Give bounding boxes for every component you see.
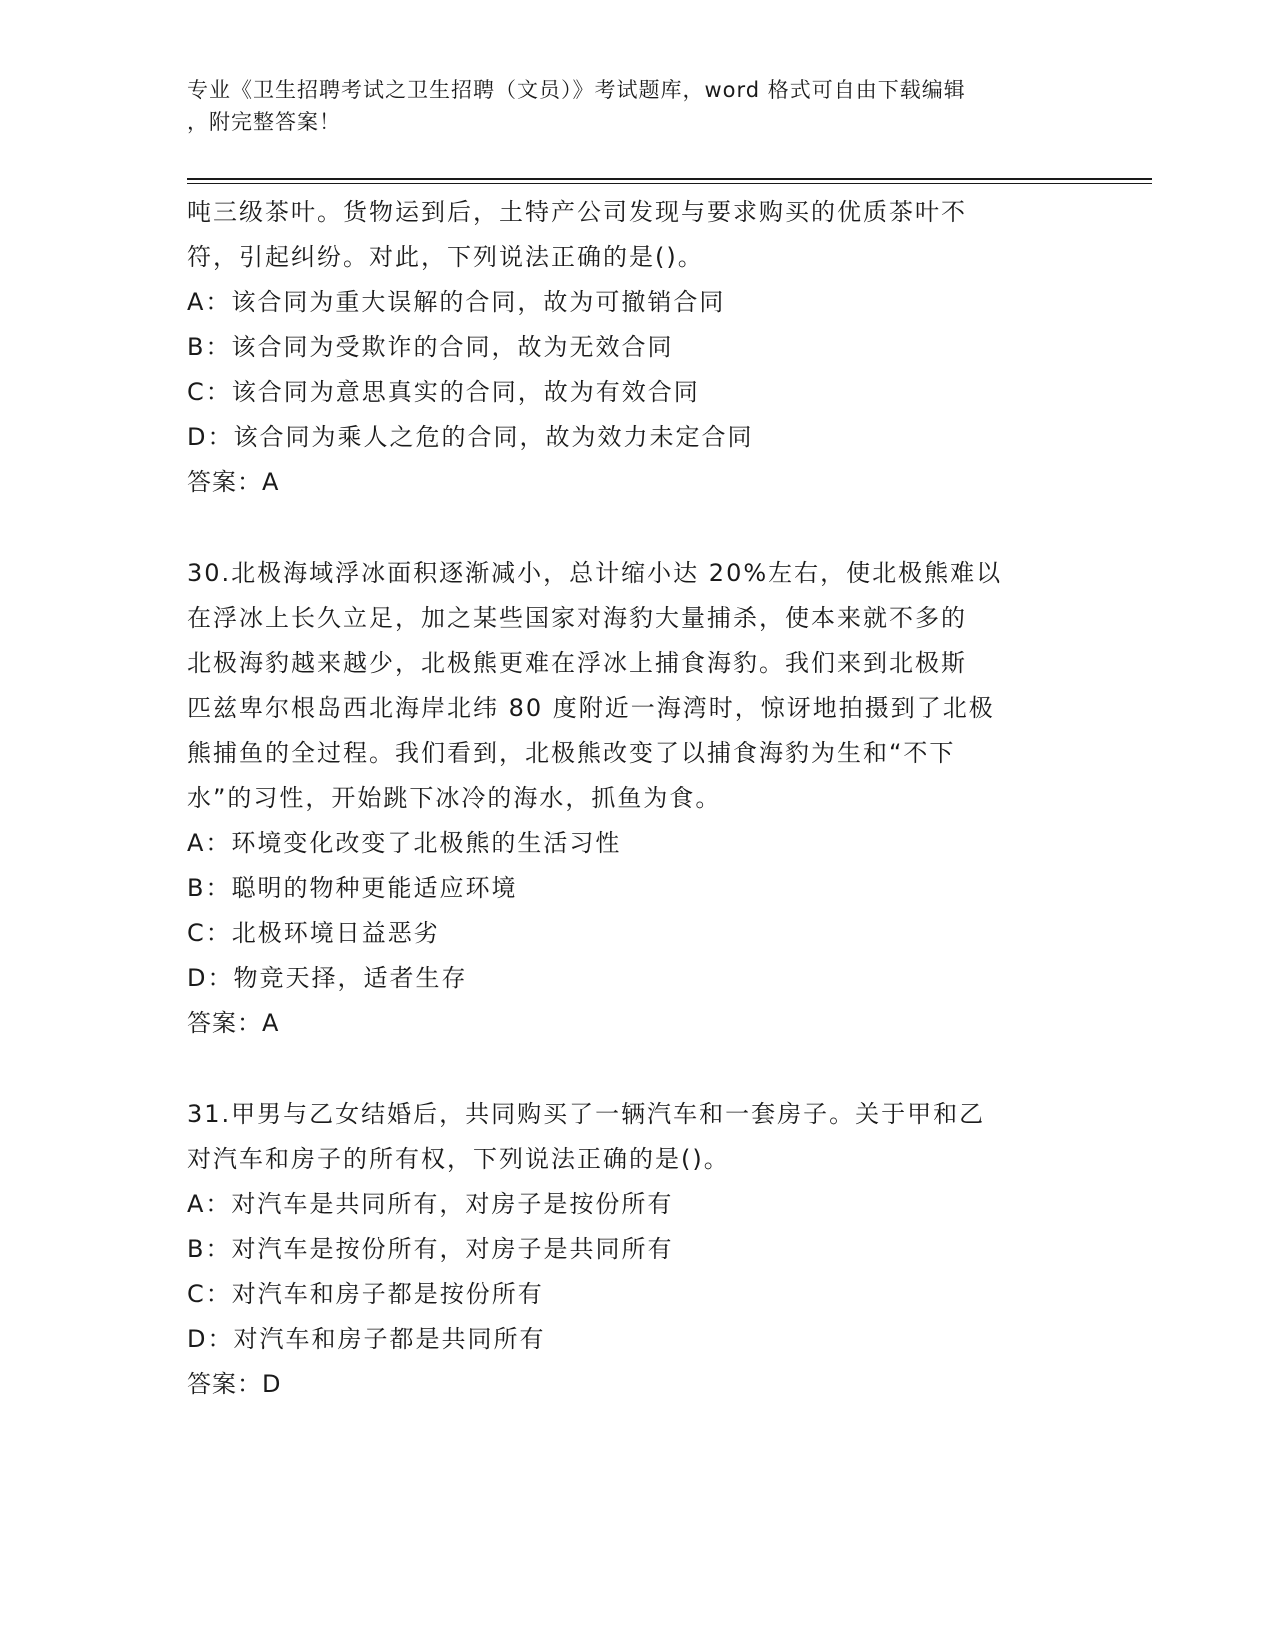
question-spacer bbox=[187, 1046, 1087, 1092]
option-d: D：该合同为乘人之危的合同，故为效力未定合同 bbox=[187, 423, 754, 451]
option-d: D：对汽车和房子都是共同所有 bbox=[187, 1325, 546, 1353]
header-divider-thick bbox=[187, 178, 1152, 180]
option-c: C：该合同为意思真实的合同，故为有效合同 bbox=[187, 378, 700, 406]
question-stem-line: 符，引起纠纷。对此，下列说法正确的是()。 bbox=[187, 243, 704, 271]
option-b: B：对汽车是按份所有，对房子是共同所有 bbox=[187, 1235, 674, 1263]
question-stem-line: 对汽车和房子的所有权，下列说法正确的是()。 bbox=[187, 1145, 730, 1173]
question-stem-line: 熊捕鱼的全过程。我们看到，北极熊改变了以捕食海豹为生和“不下 bbox=[187, 739, 956, 767]
question-29 bbox=[187, 190, 1087, 505]
option-c: C：对汽车和房子都是按份所有 bbox=[187, 1280, 544, 1308]
question-stem-line: 水”的习性，开始跳下冰冷的海水，抓鱼为食。 bbox=[187, 784, 722, 812]
header-line-2: ，附完整答案！ bbox=[187, 110, 341, 134]
option-a: A：环境变化改变了北极熊的生活习性 bbox=[187, 829, 622, 857]
answer-line: 答案：D bbox=[187, 1370, 282, 1398]
option-c: C：北极环境日益恶劣 bbox=[187, 919, 440, 947]
question-stem-line: 在浮冰上长久立足，加之某些国家对海豹大量捕杀，使本来就不多的 bbox=[187, 604, 967, 632]
answer-line: 答案：A bbox=[187, 468, 280, 496]
header-line-1: 专业《卫生招聘考试之卫生招聘（文员）》考试题库，word 格式可自由下载编辑 bbox=[187, 78, 966, 102]
question-stem-line: 北极海豹越来越少，北极熊更难在浮冰上捕食海豹。我们来到北极斯 bbox=[187, 649, 967, 677]
option-b: B：该合同为受欺诈的合同，故为无效合同 bbox=[187, 333, 674, 361]
option-a: A：该合同为重大误解的合同，故为可撤销合同 bbox=[187, 288, 726, 316]
question-stem-line: 31.甲男与乙女结婚后，共同购买了一辆汽车和一套房子。关于甲和乙 bbox=[187, 1100, 986, 1128]
question-31 bbox=[187, 1092, 1087, 1407]
question-spacer bbox=[187, 505, 1087, 551]
question-30 bbox=[187, 551, 1087, 1046]
question-stem-line: 30.北极海域浮冰面积逐渐减小，总计缩小达 20%左右，使北极熊难以 bbox=[187, 559, 1003, 587]
option-b: B：聪明的物种更能适应环境 bbox=[187, 874, 518, 902]
option-a: A：对汽车是共同所有，对房子是按份所有 bbox=[187, 1190, 674, 1218]
header-divider-thin bbox=[187, 183, 1152, 184]
document-body bbox=[187, 190, 1087, 1407]
answer-line: 答案：A bbox=[187, 1009, 280, 1037]
option-d: D：物竞天择，适者生存 bbox=[187, 964, 468, 992]
question-stem-line: 匹兹卑尔根岛西北海岸北纬 80 度附近一海湾时，惊讶地拍摄到了北极 bbox=[187, 694, 995, 722]
document-header bbox=[187, 74, 1067, 138]
question-stem-line: 吨三级茶叶。货物运到后，土特产公司发现与要求购买的优质茶叶不 bbox=[187, 198, 967, 226]
